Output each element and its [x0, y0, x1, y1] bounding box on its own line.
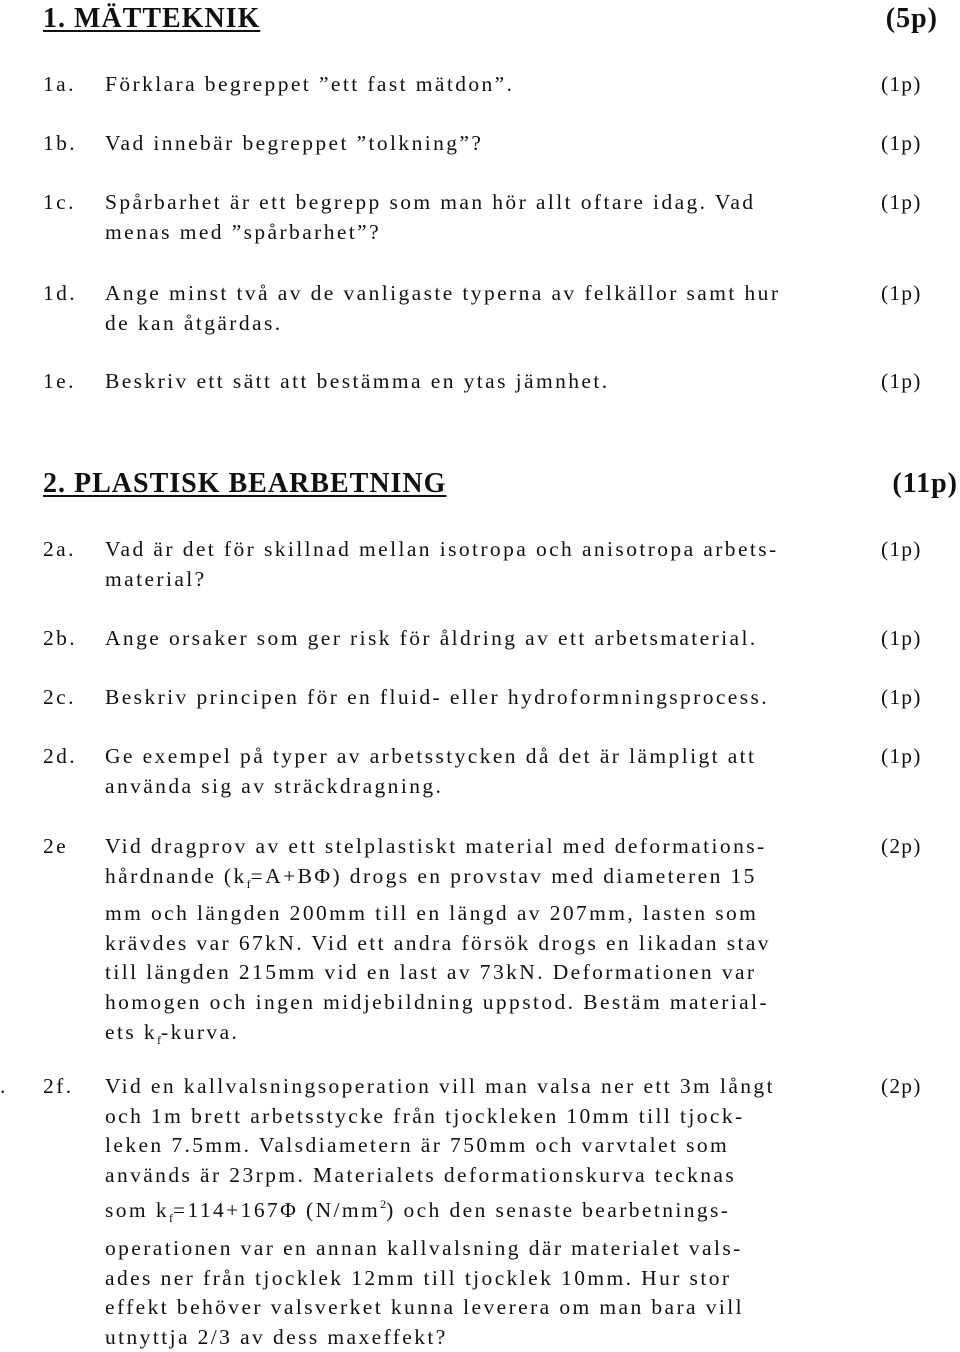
question-text: Förklara begreppet ”ett fast mätdon”.: [105, 72, 515, 96]
question-text: Beskriv ett sätt att bestämma en ytas jämnhet.: [105, 369, 610, 393]
question-points: (2p): [881, 1074, 922, 1098]
text-line: Vid dragprov av ett stelplastiskt material med deformations-: [105, 834, 767, 858]
question-points: (1p): [881, 72, 922, 96]
question-text: [105, 1072, 875, 1352]
question-number: 1a.: [43, 72, 76, 96]
question-number: 2d.: [43, 744, 78, 768]
text-fragment: ets k: [105, 1019, 158, 1044]
text-fragment: hårdnande (k: [105, 863, 247, 888]
question-text: Ge exempel på typer av arbetsstycken då det är lämpligt att använda sig av sträckdragning.: [105, 744, 757, 798]
text-line: mm och längden 200mm till en längd av 207mm, lasten som: [105, 901, 759, 926]
text-line: till längden 215mm vid en last av 73kN. Deformationen var: [105, 960, 757, 985]
text-line: krävdes var 67kN. Vid ett andra försök drogs en likadan stav: [105, 930, 771, 955]
question-number: 1e.: [43, 369, 76, 393]
section-2-title: 2. PLASTISK BEARBETNING: [43, 468, 447, 499]
section-2-points: (11p): [892, 468, 958, 499]
question-points: (1p): [881, 685, 922, 709]
question-text: Vad är det för skillnad mellan isotropa och anisotropa arbets- material?: [105, 537, 779, 591]
subscript: f: [168, 1211, 173, 1226]
question-points: (2p): [881, 834, 922, 858]
text-fragment: -kurva.: [161, 1019, 240, 1044]
text-fragment: =A+BΦ) drogs en provstav med diameteren 15: [250, 863, 757, 888]
question-number: 1d.: [43, 281, 78, 305]
question-number: 2e: [43, 834, 69, 858]
superscript: 2: [380, 1197, 387, 1212]
text-line: utnyttja 2/3 av dess maxeffekt?: [105, 1324, 448, 1349]
text-line: leken 7.5mm. Valsdiametern är 750mm och varvtalet som: [105, 1133, 730, 1158]
question-points: (1p): [881, 537, 922, 561]
text-line: Vid en kallvalsningsoperation vill man valsa ner ett 3m långt: [105, 1074, 775, 1098]
text-line: [105, 1190, 875, 1234]
text-line: används är 23rpm. Materialets deformationskurva tecknas: [105, 1162, 737, 1187]
stray-dot: .: [0, 1074, 8, 1098]
text-line: ades ner från tjocklek 12mm till tjocklek 10mm. Hur stor: [105, 1265, 732, 1290]
question-text: Beskriv principen för en fluid- eller hydroformningsprocess.: [105, 685, 770, 709]
subscript: f: [157, 1032, 162, 1047]
question-number: 2f.: [43, 1074, 74, 1098]
question-points: (1p): [881, 626, 922, 650]
question-number: 1b.: [43, 131, 78, 155]
question-text: Ange minst två av de vanligaste typerna av felkällor samt hur de kan åtgärdas.: [105, 281, 781, 335]
text-line: homogen och ingen midjebildning uppstod. Bestäm material-: [105, 989, 770, 1014]
question-text: Vad innebär begreppet ”tolkning”?: [105, 131, 484, 155]
question-text: Ange orsaker som ger risk för åldring av ett arbetsmaterial.: [105, 626, 758, 650]
question-number: 2c.: [43, 685, 76, 709]
question-points: (1p): [881, 369, 922, 393]
section-1-title: 1. MÄTTEKNIK: [43, 3, 261, 34]
text-line: operationen var en annan kallvalsning där materialet vals-: [105, 1235, 743, 1260]
text-line: [105, 1018, 875, 1056]
question-text: [105, 832, 875, 1055]
question-text: Spårbarhet är ett begrepp som man hör allt oftare idag. Vad menas med ”spårbarhet”?: [105, 190, 756, 244]
section-1-heading: [43, 2, 958, 36]
section-2-heading: [43, 467, 958, 501]
text-fragment: som k: [105, 1198, 169, 1223]
text-line: [105, 862, 875, 900]
section-1-points: (5p): [885, 3, 938, 34]
text-fragment: ) och den senaste bearbetnings-: [386, 1198, 731, 1223]
subscript: f: [246, 876, 251, 891]
text-fragment: =114+167Φ (N/mm: [172, 1198, 381, 1223]
question-points: (1p): [881, 744, 922, 768]
text-line: och 1m brett arbetsstycke från tjockleken 10mm till tjock-: [105, 1103, 745, 1128]
question-points: (1p): [881, 131, 922, 155]
question-number: 2a.: [43, 537, 76, 561]
text-line: effekt behöver valsverket kunna leverera om man bara vill: [105, 1295, 745, 1320]
question-points: (1p): [881, 190, 922, 214]
question-number: 1c.: [43, 190, 76, 214]
question-number: 2b.: [43, 626, 78, 650]
question-points: (1p): [881, 281, 922, 305]
